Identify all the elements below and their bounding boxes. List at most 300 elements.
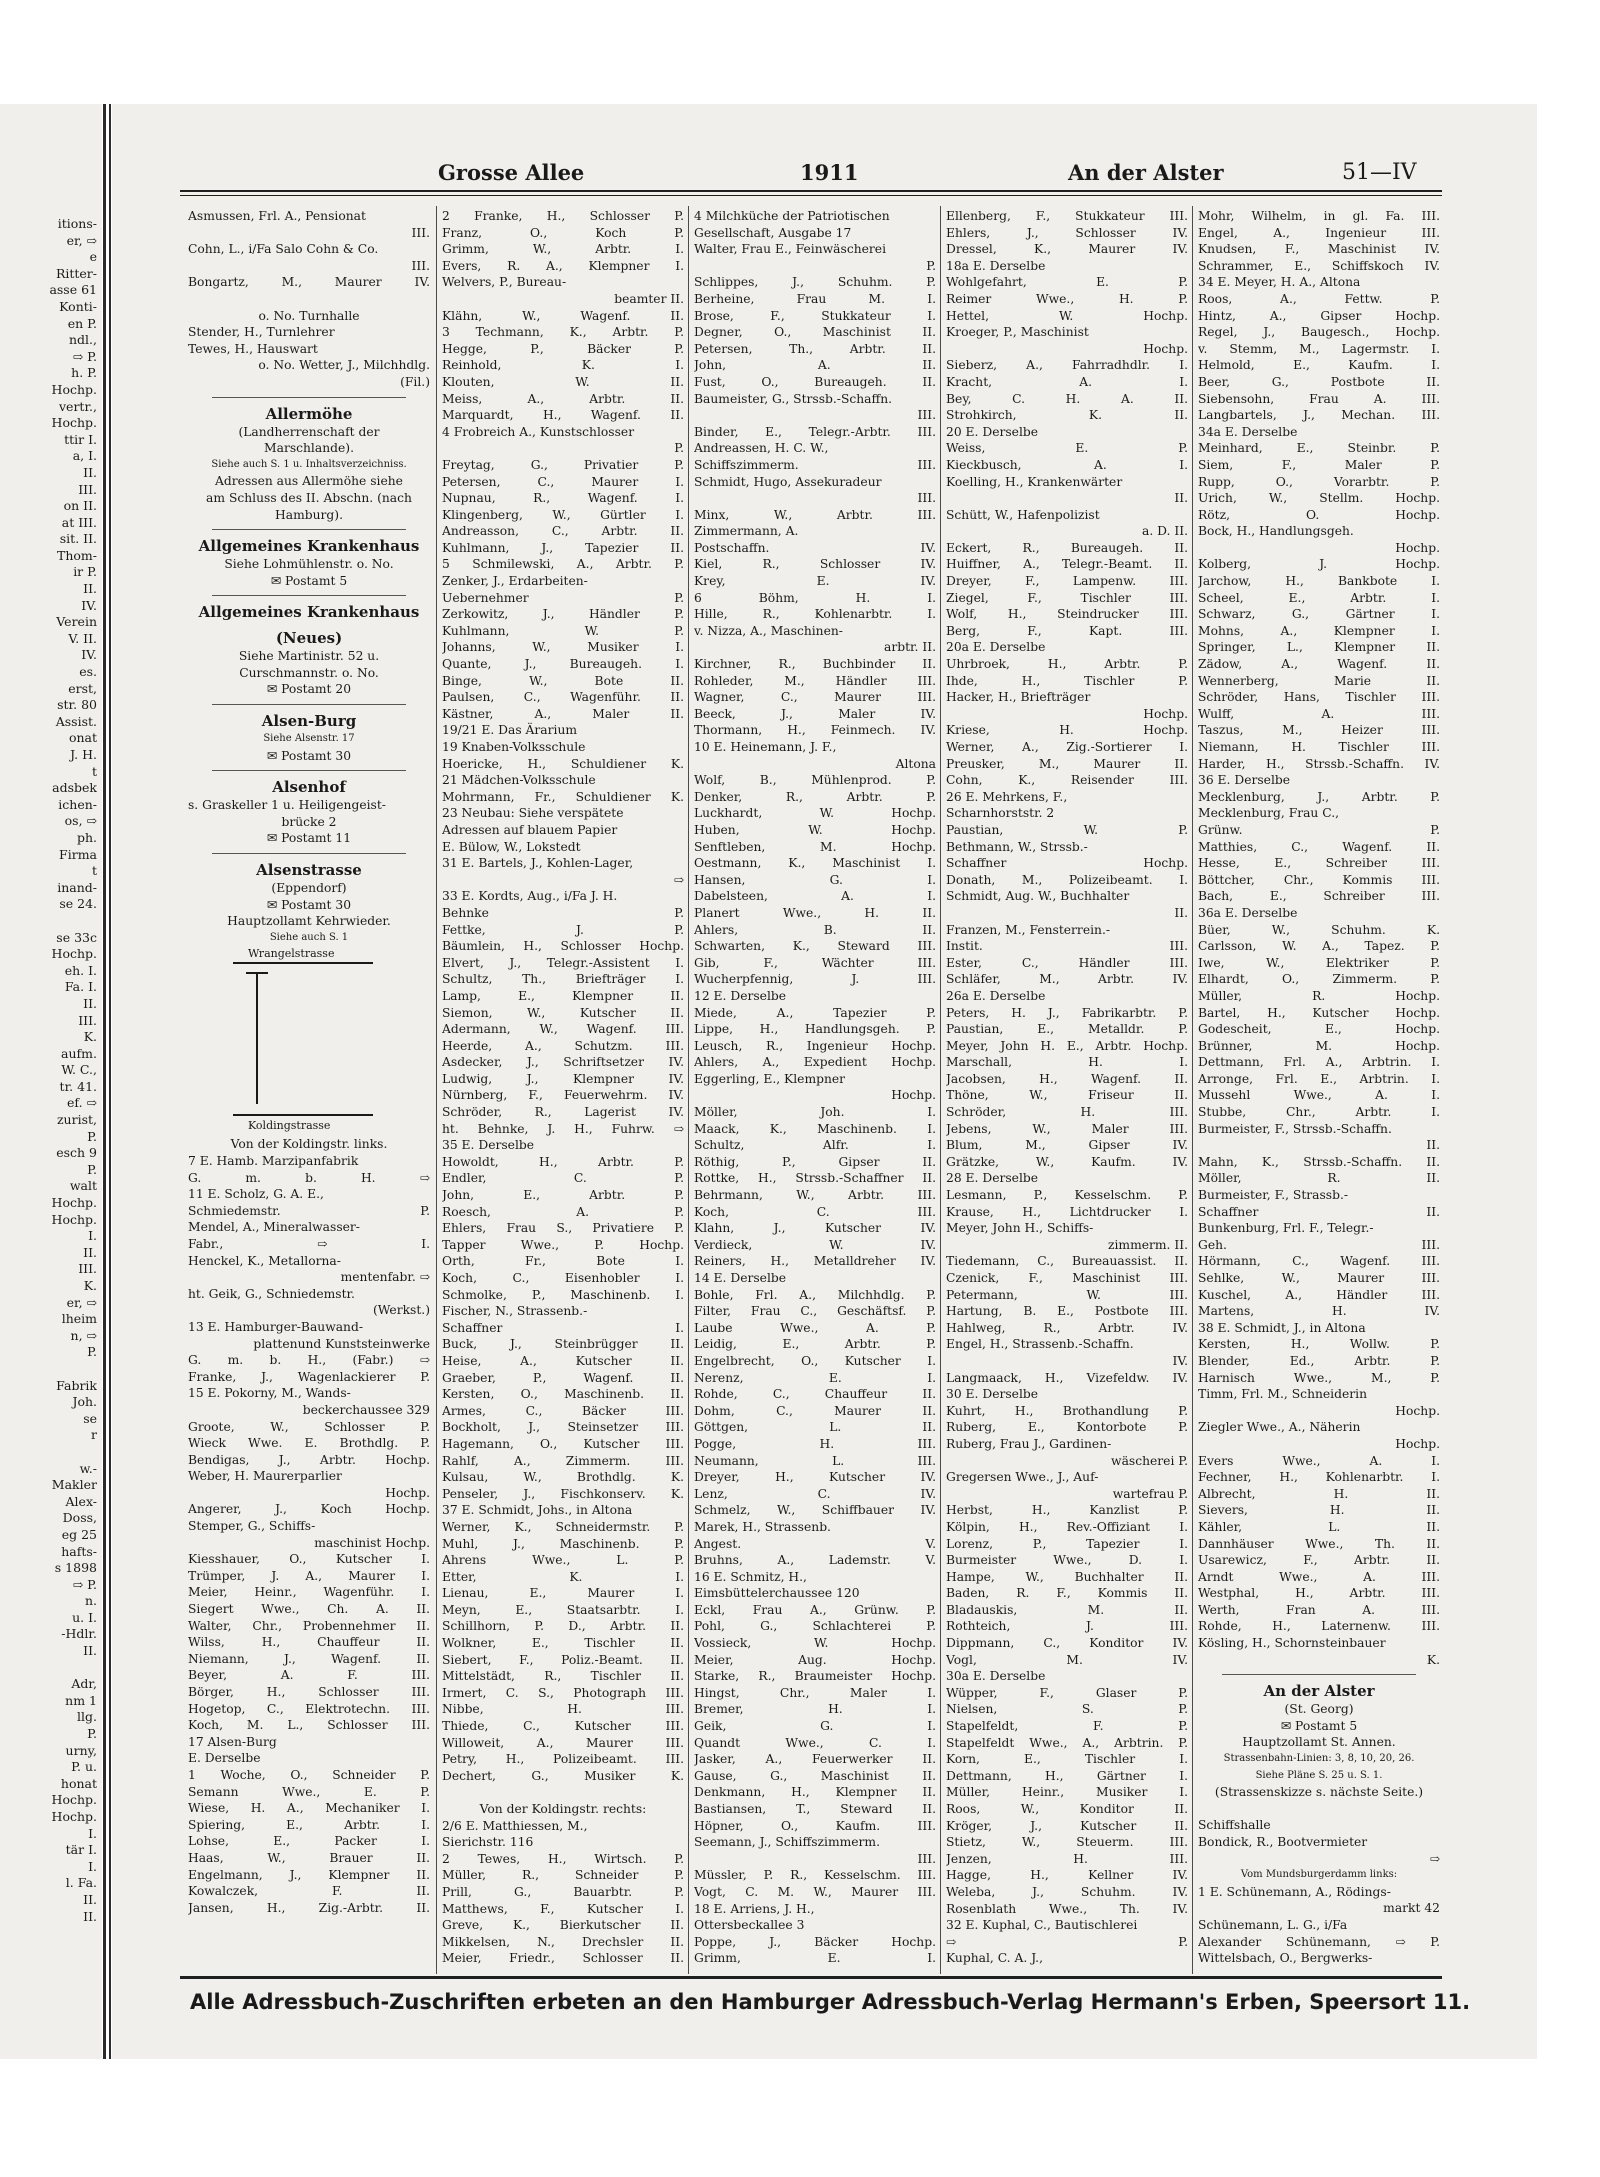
directory-entry: Hintz, A., Gipser Hochp.	[1198, 308, 1440, 323]
running-head-street: Grosse Allee	[438, 160, 585, 185]
directory-entry: Hansen, G. I.	[694, 872, 936, 887]
directory-entry: 6 Böhm, H. I.	[694, 590, 936, 605]
directory-entry: Huiffner, A., Telegr.-Beamt. II.	[946, 557, 1188, 572]
prev-page-line: Hochp.	[51, 1211, 97, 1227]
prev-page-line: n.	[84, 1593, 97, 1609]
directory-entry: 2/6 E. Matthiessen, M.,	[442, 1818, 588, 1833]
directory-entry: Marschlande).	[264, 441, 354, 456]
directory-entry: Ziegler Wwe., A., Näherin	[1198, 1420, 1361, 1435]
section-separator	[1222, 1674, 1416, 1675]
directory-entry: Schultz, Alfr. I.	[694, 1138, 936, 1153]
prev-page-line: III.	[78, 1012, 97, 1028]
directory-entry: 1 Woche, O., Schneider P.	[188, 1767, 430, 1782]
directory-entry: III.	[917, 491, 936, 506]
prev-page-line: u. I.	[72, 1609, 97, 1625]
directory-entry: Kirchner, R., Buchbinder II.	[694, 657, 936, 672]
prev-page-line: nm 1	[65, 1692, 97, 1708]
prev-page-line: aufm.	[61, 1045, 97, 1061]
prev-page-line: Hochp.	[51, 946, 97, 962]
directory-entry: Meier, Heinr., Wagenführ. I.	[188, 1585, 430, 1600]
directory-entry: 17 Alsen-Burg	[188, 1734, 277, 1749]
directory-entry: Marek, H., Strassenb.	[694, 1519, 831, 1534]
directory-entry: Meinhard, E., Steinbr. P.	[1198, 441, 1440, 456]
directory-entry: Lippe, H., Handlungsgeh. P.	[694, 1022, 936, 1037]
directory-entry: Rahlf, A., Zimmerm. III.	[442, 1453, 684, 1468]
directory-entry: Endler, C. P.	[442, 1171, 684, 1186]
directory-entry: Graeber, P., Wagenf. II.	[442, 1370, 684, 1385]
prev-page-line: III.	[78, 481, 97, 497]
prev-page-line: Ritter-	[55, 265, 97, 281]
directory-entry: Laube Wwe., A. P.	[694, 1320, 936, 1335]
directory-entry: Iwe, W., Elektriker P.	[1198, 955, 1440, 970]
directory-entry: Springer, L., Klempner II.	[1198, 640, 1440, 655]
directory-entry: Preusker, M., Maurer II.	[946, 756, 1188, 771]
directory-entry: Hettel, W. Hochp.	[946, 308, 1188, 323]
directory-entry: Tapper Wwe., P. Hochp.	[442, 1237, 684, 1252]
directory-entry: (Eppendorf)	[271, 881, 347, 896]
column-2	[442, 208, 684, 1968]
directory-entry: III.	[917, 408, 936, 423]
directory-entry: Schrammer, E., Schiffskoch IV.	[1198, 258, 1440, 273]
directory-entry: Siehe Alsenstr. 17	[263, 733, 355, 745]
directory-entry: Beyer, A. F. III.	[188, 1668, 430, 1683]
directory-entry: Mittelstädt, R., Tischler II.	[442, 1669, 684, 1684]
directory-entry: Schläfer, M., Arbtr. IV.	[946, 972, 1188, 987]
prev-page-line: a, I.	[72, 448, 97, 464]
directory-entry: Jansen, H., Zig.-Arbtr. II.	[188, 1900, 430, 1915]
directory-entry: Angerer, J., Koch Hochp.	[188, 1502, 430, 1517]
prev-page-line: II.	[83, 464, 97, 480]
directory-entry: Sieberz, A., Fahrradhdlr. I.	[946, 358, 1188, 373]
directory-entry: Rottke, H., Strssb.-Schaffner II.	[694, 1171, 936, 1186]
directory-entry: Bremer, H. I.	[694, 1702, 936, 1717]
directory-entry: Verdieck, W. IV.	[694, 1237, 936, 1252]
directory-entry: Leidig, E., Arbtr. P.	[694, 1337, 936, 1352]
directory-entry: E. Bülow, W., Lokstedt	[442, 839, 581, 854]
directory-entry: Ludwig, J., Klempner IV.	[442, 1071, 684, 1086]
directory-entry: Kuschel, A., Händler III.	[1198, 1287, 1440, 1302]
directory-entry: Burmeister, F., Strassb.-	[1198, 1188, 1349, 1203]
directory-entry: Gregersen Wwe., J., Auf-	[946, 1470, 1099, 1485]
directory-entry: Siehe auch S. 1 u. Inhaltsverzeichniss.	[211, 458, 407, 470]
directory-entry: Meyn, E., Staatsarbtr. I.	[442, 1602, 684, 1617]
directory-entry: Pohl, G., Schlachterei P.	[694, 1619, 936, 1634]
directory-entry: Oestmann, K., Maschinist I.	[694, 856, 936, 871]
directory-entry: Seemann, J., Schiffszimmerm.	[694, 1835, 880, 1850]
directory-entry: Stapelfeldt Wwe., A., Arbtrin. P.	[946, 1735, 1188, 1750]
footer-rule	[180, 1976, 1442, 1979]
directory-entry: Blender, Ed., Arbtr. P.	[1198, 1353, 1440, 1368]
prev-page-line: os, ⇨	[64, 813, 97, 829]
directory-entry: 37 E. Schmidt, Johs., in Altona	[442, 1503, 633, 1518]
directory-entry: Stemper, G., Schiffs-	[188, 1519, 316, 1534]
directory-entry: Fabr., ⇨ I.	[188, 1236, 430, 1251]
directory-entry: Koch, M. L., Schlosser III.	[188, 1718, 430, 1733]
directory-entry: Siebert, F., Poliz.-Beamt. II.	[442, 1652, 684, 1667]
directory-entry: Mohns, A., Klempner I.	[1198, 623, 1440, 638]
directory-entry: Schröder, R., Lagerist IV.	[442, 1105, 684, 1120]
column-3	[694, 208, 936, 1968]
directory-entry: Hesse, E., Schreiber III.	[1198, 856, 1440, 871]
directory-entry: Eimsbüttelerchaussee 120	[694, 1586, 860, 1601]
directory-entry: Bunkenburg, Frl. F., Telegr.-	[1198, 1221, 1374, 1236]
header-rule	[180, 190, 1442, 192]
directory-entry: Marquardt, H., Wagenf. II.	[442, 408, 684, 423]
directory-entry: Schultz, Th., Briefträger I.	[442, 972, 684, 987]
column-1	[188, 208, 430, 1968]
directory-entry: (Strassenskizze s. nächste Seite.)	[1214, 1785, 1424, 1800]
directory-entry: Ihde, H., Tischler P.	[946, 673, 1188, 688]
directory-entry: s. Graskeller 1 u. Heiligengeist-	[188, 798, 386, 813]
directory-entry: Wulff, A. III.	[1198, 706, 1440, 721]
directory-entry: Bethmann, W., Strssb.-	[946, 839, 1088, 854]
directory-entry: Matthews, F., Kutscher I.	[442, 1901, 684, 1916]
prev-page-line: II.	[83, 1244, 97, 1260]
directory-entry: Kuhlmann, J., Tapezier II.	[442, 540, 684, 555]
directory-entry: Minx, W., Arbtr. III.	[694, 507, 936, 522]
directory-entry: ✉ Postamt 30	[266, 897, 352, 912]
directory-entry: Asmussen, Frl. A., Pensionat	[188, 209, 366, 223]
directory-entry: Krause, H., Lichtdrucker I.	[946, 1204, 1188, 1219]
directory-entry: Usarewicz, F., Arbtr. II.	[1198, 1553, 1440, 1568]
directory-entry: ⇨	[1429, 1851, 1440, 1866]
directory-entry: Rohde, H., Laternenw. III.	[1198, 1619, 1440, 1634]
directory-entry: Wolf, B., Mühlenprod. P.	[694, 773, 936, 788]
directory-entry: Huben, W. Hochp.	[694, 822, 936, 837]
prev-page-line: I.	[88, 1858, 97, 1874]
directory-entry: Weiss, E. P.	[946, 441, 1188, 456]
directory-entry: 4 Frobreich A., Kunstschlosser	[442, 424, 635, 439]
directory-entry: Schwarten, K., Steward III.	[694, 939, 936, 954]
directory-entry: Cohn, K., Reisender III.	[946, 773, 1188, 788]
directory-entry: Kolberg, J. Hochp.	[1198, 557, 1440, 572]
directory-entry: Mendel, A., Mineralwasser-	[188, 1220, 360, 1235]
directory-entry: Engelbrecht, O., Kutscher I.	[694, 1353, 936, 1368]
directory-entry: Spiering, E., Arbtr. I.	[188, 1817, 430, 1832]
directory-entry: Korn, E., Tischler I.	[946, 1752, 1188, 1767]
directory-entry: 19 Knaben-Volksschule	[442, 740, 586, 754]
prev-page-line: II.	[83, 1643, 97, 1659]
directory-entry: Gib, F., Wächter III.	[694, 955, 936, 970]
column-divider	[940, 206, 941, 1974]
directory-entry: Vogt, C. M. W., Maurer III.	[694, 1884, 936, 1899]
prev-page-line: str. 80	[57, 697, 97, 713]
prev-page-line: P.	[87, 1161, 97, 1177]
directory-entry: Dreyer, H., Kutscher IV.	[694, 1470, 936, 1485]
directory-entry: Geh. III.	[1198, 1237, 1440, 1252]
prev-page-line: honat	[60, 1775, 97, 1791]
directory-entry: Hochp.	[1395, 1403, 1440, 1418]
directory-entry: Siehe Pläne S. 25 u. S. 1.	[1255, 1769, 1383, 1781]
prev-page-line	[0, 913, 97, 930]
directory-entry: II.	[1174, 905, 1188, 920]
prev-page-line: Hochp.	[51, 381, 97, 397]
directory-entry: Rötz, O. Hochp.	[1198, 507, 1440, 522]
directory-entry: Greve, K., Bierkutscher II.	[442, 1918, 684, 1933]
directory-entry: ✉ Postamt 30	[266, 748, 352, 763]
prev-page-line	[0, 1660, 97, 1677]
prev-page-line: e	[89, 249, 97, 265]
directory-entry: Vossieck, W. Hochp.	[694, 1636, 936, 1651]
directory-entry: Röthig, P., Gipser II.	[694, 1154, 936, 1169]
directory-entry: Lenz, C. IV.	[694, 1486, 936, 1501]
directory-entry: Stietz, W., Steuerm. III.	[946, 1835, 1188, 1850]
prev-page-line: urny,	[65, 1742, 97, 1758]
directory-entry: Wilss, H., Chauffeur II.	[188, 1635, 430, 1650]
prev-page-line: Verein	[56, 614, 97, 630]
prev-page-line: III.	[78, 1261, 97, 1277]
directory-entry: Nibbe, H. III.	[442, 1702, 684, 1717]
directory-entry: Werth, Fran A. III.	[1198, 1602, 1440, 1617]
directory-entry: Mecklenburg, Frau C.,	[1198, 806, 1340, 821]
directory-entry: Müller, Heinr., Musiker I.	[946, 1785, 1188, 1800]
directory-entry: Tiedemann, C., Bureauassist. II.	[946, 1254, 1188, 1269]
prev-page-line: sit. II.	[59, 531, 97, 547]
directory-entry: Kiel, R., Schlosser IV.	[694, 557, 936, 572]
directory-entry: Vogl, M. IV.	[946, 1652, 1188, 1667]
prev-page-line: Hochp.	[51, 1809, 97, 1824]
prev-page-line: P.	[87, 1726, 97, 1742]
prev-page-line: IV.	[81, 597, 97, 613]
directory-entry: Planert Wwe., H. II.	[694, 905, 936, 920]
directory-entry: Bock, H., Handlungsgeh.	[1198, 524, 1354, 539]
directory-entry: John, E., Arbtr. P.	[442, 1188, 684, 1203]
directory-entry: Hagemann, O., Kutscher III.	[442, 1436, 684, 1451]
directory-entry: Schütt, W., Hafenpolizist	[946, 507, 1100, 522]
directory-entry: 5 Schmilewski, A., Arbtr. P.	[442, 557, 684, 572]
directory-entry: Wagner, C., Maurer III.	[694, 690, 936, 705]
directory-entry: Kersten, O., Maschinenb. II.	[442, 1387, 684, 1402]
directory-entry: Ehlers, J., Schlosser IV.	[946, 225, 1188, 240]
directory-entry: Neumann, L. III.	[694, 1453, 936, 1468]
directory-entry: Quandt Wwe., C. I.	[694, 1735, 936, 1750]
directory-entry: Kölpin, H., Rev.-Offiziant I.	[946, 1519, 1188, 1534]
directory-entry: Scheel, E., Arbtr. I.	[1198, 590, 1440, 605]
column-5	[1198, 208, 1440, 1968]
directory-entry: Grimm, E. I.	[694, 1951, 936, 1966]
header-rule-thin	[180, 195, 1442, 196]
directory-entry: John, A. II.	[694, 358, 936, 373]
directory-entry: Engel, A., Ingenieur III.	[1198, 225, 1440, 240]
directory-entry: 30a E. Derselbe	[946, 1669, 1046, 1684]
directory-entry: Siemon, W., Kutscher II.	[442, 1005, 684, 1020]
prev-page-line: Assist.	[55, 713, 97, 729]
directory-entry: Trümper, J. A., Maurer I.	[188, 1568, 430, 1583]
prev-page-line: se 33c	[56, 929, 97, 945]
prev-page-line: Hochp.	[51, 1195, 97, 1211]
directory-entry: Schröder, H. III.	[946, 1105, 1188, 1120]
directory-entry: Bongartz, M., Maurer IV.	[188, 275, 430, 290]
directory-entry: a. D. II.	[1141, 524, 1188, 539]
directory-entry: Meier, Aug. Hochp.	[694, 1652, 936, 1667]
directory-entry: Binge, W., Bote II.	[442, 673, 684, 688]
directory-entry: Schmolke, P., Maschinenb. I.	[442, 1287, 684, 1302]
directory-entry: 12 E. Derselbe	[694, 988, 787, 1003]
directory-entry: 26a E. Derselbe	[946, 988, 1046, 1003]
directory-entry: 35 E. Derselbe	[442, 1138, 535, 1153]
directory-entry: Cohn, L., i/Fa Salo Cohn & Co.	[188, 242, 379, 257]
directory-entry: Quante, J., Bureaugeh. I.	[442, 657, 684, 672]
column-divider	[436, 206, 437, 1974]
page-number: 51—IV	[1342, 160, 1417, 185]
directory-entry: Orth, Fr., Bote I.	[442, 1254, 684, 1269]
prev-page-line: l. Fa.	[65, 1875, 97, 1891]
directory-entry: Ruberg, E., Kontorbote P.	[946, 1420, 1188, 1435]
street-heading: Alsen-Burg	[261, 712, 357, 731]
directory-entry: Mikkelsen, N., Drechsler II.	[442, 1934, 684, 1949]
directory-entry: Strassenbahn-Linien: 3, 8, 10, 20, 26.	[1223, 1753, 1415, 1765]
directory-entry: Helmold, E., Kaufm. I.	[1198, 358, 1440, 373]
directory-entry: ht. Geik, G., Schniedemstr.	[188, 1286, 355, 1301]
directory-entry: 2 Tewes, H., Wirtsch. P.	[442, 1851, 684, 1866]
directory-entry: Prill, G., Bauarbtr. P.	[442, 1884, 684, 1899]
directory-entry: Böttcher, Chr., Kommis III.	[1198, 872, 1440, 887]
prev-page-line: eh. I.	[64, 962, 97, 978]
street-heading: Alsenhof	[272, 778, 346, 797]
directory-entry: Knudsen, F., Maschinist IV.	[1198, 242, 1440, 257]
directory-entry: Wittelsbach, O., Bergwerks-	[1198, 1951, 1373, 1966]
directory-entry: Freytag, G., Privatier P.	[442, 457, 684, 472]
directory-entry: P.	[674, 441, 684, 456]
directory-entry: Grimm, W., Arbtr. I.	[442, 242, 684, 257]
directory-entry: Ester, C., Händler III.	[946, 955, 1188, 970]
directory-entry: Hamburg).	[275, 507, 343, 522]
directory-entry: Gause, G., Maschinist II.	[694, 1768, 936, 1783]
directory-entry: Heise, A., Kutscher II.	[442, 1353, 684, 1368]
directory-entry: Kriese, H. Hochp.	[946, 723, 1188, 738]
directory-entry: Klouten, W. II.	[442, 374, 684, 389]
section-separator	[212, 770, 406, 771]
prev-page-line: eg 25	[61, 1526, 97, 1542]
sketch-label-top: Wrangelstrasse	[248, 947, 335, 961]
directory-entry: Elhardt, O., Zimmerm. P.	[1198, 972, 1440, 987]
directory-entry	[442, 1967, 684, 1968]
directory-entry: Paustian, W. P.	[946, 822, 1188, 837]
directory-entry: Wennerberg, Marie II.	[1198, 673, 1440, 688]
directory-entry: Hörmann, C., Wagenf. III.	[1198, 1254, 1440, 1269]
directory-entry: Schiffszimmerm. III.	[694, 457, 936, 472]
directory-entry: Dippmann, C., Konditor IV.	[946, 1636, 1188, 1651]
prev-page-line: II.	[83, 1891, 97, 1907]
directory-entry: III.	[411, 258, 430, 273]
directory-entry: Buck, J., Steinbrügger II.	[442, 1337, 684, 1352]
directory-entry: Rohde, C., Chauffeur II.	[694, 1387, 936, 1402]
directory-entry: Wolkner, E., Tischler II.	[442, 1636, 684, 1651]
directory-entry: ⇨ P.	[946, 1934, 1188, 1949]
directory-entry: 7 E. Hamb. Marzipanfabrik	[188, 1154, 359, 1168]
directory-entry: Sievers, H. II.	[1198, 1503, 1440, 1518]
directory-entry: Vom Mundsburgerdamm links:	[1240, 1869, 1398, 1881]
directory-entry: 34a E. Derselbe	[1198, 424, 1298, 439]
prev-page-line: llg.	[77, 1709, 97, 1725]
directory-entry: Hartung, B. E., Postbote III.	[946, 1304, 1188, 1319]
directory-entry: Stapelfeldt, F. P.	[946, 1719, 1188, 1734]
directory-entry: Altona	[895, 756, 936, 771]
prev-page-line: -Hdlr.	[61, 1626, 97, 1642]
directory-entry: Andreasson, C., Arbtr. II.	[442, 524, 684, 539]
directory-entry: Dressel, K., Maurer IV.	[946, 242, 1188, 257]
prev-page-line: tr. 41.	[59, 1078, 97, 1094]
prev-page-line: onat	[68, 730, 97, 746]
directory-entry: Beer, G., Postbote II.	[1198, 374, 1440, 389]
prev-page-line: zurist,	[56, 1112, 97, 1128]
directory-entry: Arronge, Frl. E., Arbtrin. I.	[1198, 1071, 1440, 1086]
section-separator	[212, 529, 406, 530]
directory-entry: Kästner, A., Maler II.	[442, 706, 684, 721]
directory-entry: Grätzke, W., Kaufm. IV.	[946, 1154, 1188, 1169]
directory-entry: Czenick, F., Maschinist III.	[946, 1271, 1188, 1285]
directory-entry: Brünner, M. Hochp.	[1198, 1038, 1440, 1053]
prev-page-line: t	[91, 863, 97, 879]
directory-entry: Petry, H., Polizeibeamt. III.	[442, 1752, 684, 1767]
directory-entry: Hingst, Chr., Maler I.	[694, 1685, 936, 1700]
directory-entry: Jacobsen, H., Wagenf. II.	[946, 1071, 1188, 1086]
directory-entry: Blum, M., Gipser IV.	[946, 1138, 1188, 1153]
directory-entry: Franzen, M., Fensterrein.-	[946, 922, 1111, 937]
directory-entry: Dreyer, F., Lampenw. III.	[946, 574, 1188, 589]
directory-entry: Godescheit, E., Hochp.	[1198, 1022, 1440, 1037]
directory-entry: 15 E. Pokorny, M., Wands-	[188, 1386, 351, 1401]
directory-entry: Brose, F., Stukkateur I.	[694, 308, 936, 323]
directory-entry: Luckhardt, W. Hochp.	[694, 806, 936, 821]
directory-entry: Alexander Schünemann, ⇨ P.	[1198, 1934, 1440, 1949]
directory-entry: 32 E. Kuphal, C., Bautischlerei	[946, 1918, 1138, 1933]
directory-entry: Reiners, H., Metalldreher IV.	[694, 1254, 936, 1269]
prev-page-line: es.	[79, 664, 97, 680]
directory-entry: Jasker, A., Feuerwerker II.	[694, 1752, 936, 1767]
directory-entry: Lesmann, P., Kesselschm. P.	[946, 1188, 1188, 1203]
directory-entry: Jarchow, H., Bankbote I.	[1198, 574, 1440, 589]
directory-entry: Tewes, H., Hauswart	[188, 341, 318, 356]
directory-entry: Hegge, P., Bäcker P.	[442, 341, 684, 356]
directory-entry: 38 E. Schmidt, J., in Altona	[1198, 1320, 1366, 1335]
directory-entry: ✉ Postamt 5	[1280, 1718, 1358, 1733]
directory-entry: Klähn, W., Wagenf. II.	[442, 308, 684, 323]
directory-entry: Mussehl Wwe., A. I.	[1198, 1088, 1440, 1103]
directory-entry: Kroeger, P., Maschinist	[946, 325, 1089, 340]
directory-entry: Hampe, W., Buchhalter II.	[946, 1569, 1188, 1584]
directory-entry: Zerkowitz, J., Händler P.	[442, 607, 684, 622]
directory-entry: Instit. III.	[946, 939, 1188, 954]
directory-entry: Stender, H., Turnlehrer	[188, 325, 335, 340]
directory-entry: arbtr. II.	[884, 640, 936, 655]
directory-entry: Westphal, H., Arbtr. III.	[1198, 1586, 1440, 1601]
directory-entry: Engel, H., Strassenb.-Schaffn.	[946, 1337, 1134, 1352]
prev-page-line: t	[91, 763, 97, 779]
directory-entry: Roos, A., Fettw. P.	[1198, 291, 1440, 306]
running-head-street-end: An der Alster	[1068, 160, 1224, 185]
section-separator	[212, 704, 406, 705]
directory-entry	[694, 1967, 936, 1968]
directory-entry: Evers, R. A., Klempner I.	[442, 258, 684, 273]
street-heading: Allermöhe	[265, 404, 353, 423]
directory-entry: Bastiansen, T., Steward II.	[694, 1802, 936, 1816]
directory-entry: 36a E. Derselbe	[1198, 905, 1298, 920]
prev-page-line: ndl.,	[69, 332, 97, 348]
directory-entry: Willoweit, A., Maurer III.	[442, 1735, 684, 1750]
directory-entry: (Werkst.)	[373, 1303, 430, 1318]
directory-entry: Fechner, H., Kohlenarbtr. I.	[1198, 1470, 1440, 1485]
directory-entry: 4 Milchküche der Patriotischen	[694, 209, 890, 223]
prev-page-line: Firma	[59, 846, 97, 862]
directory-entry: Bey, C. H. A. II.	[946, 391, 1188, 406]
prev-page-line: asse 61	[49, 282, 97, 298]
prev-page-line: se	[83, 1410, 97, 1426]
prev-page-line: walt	[69, 1178, 97, 1194]
directory-entry: G. m. b. H., (Fabr.) ⇨	[188, 1353, 430, 1368]
directory-entry: Hochp.	[1143, 341, 1188, 356]
prev-page-line: h. P.	[71, 365, 97, 381]
